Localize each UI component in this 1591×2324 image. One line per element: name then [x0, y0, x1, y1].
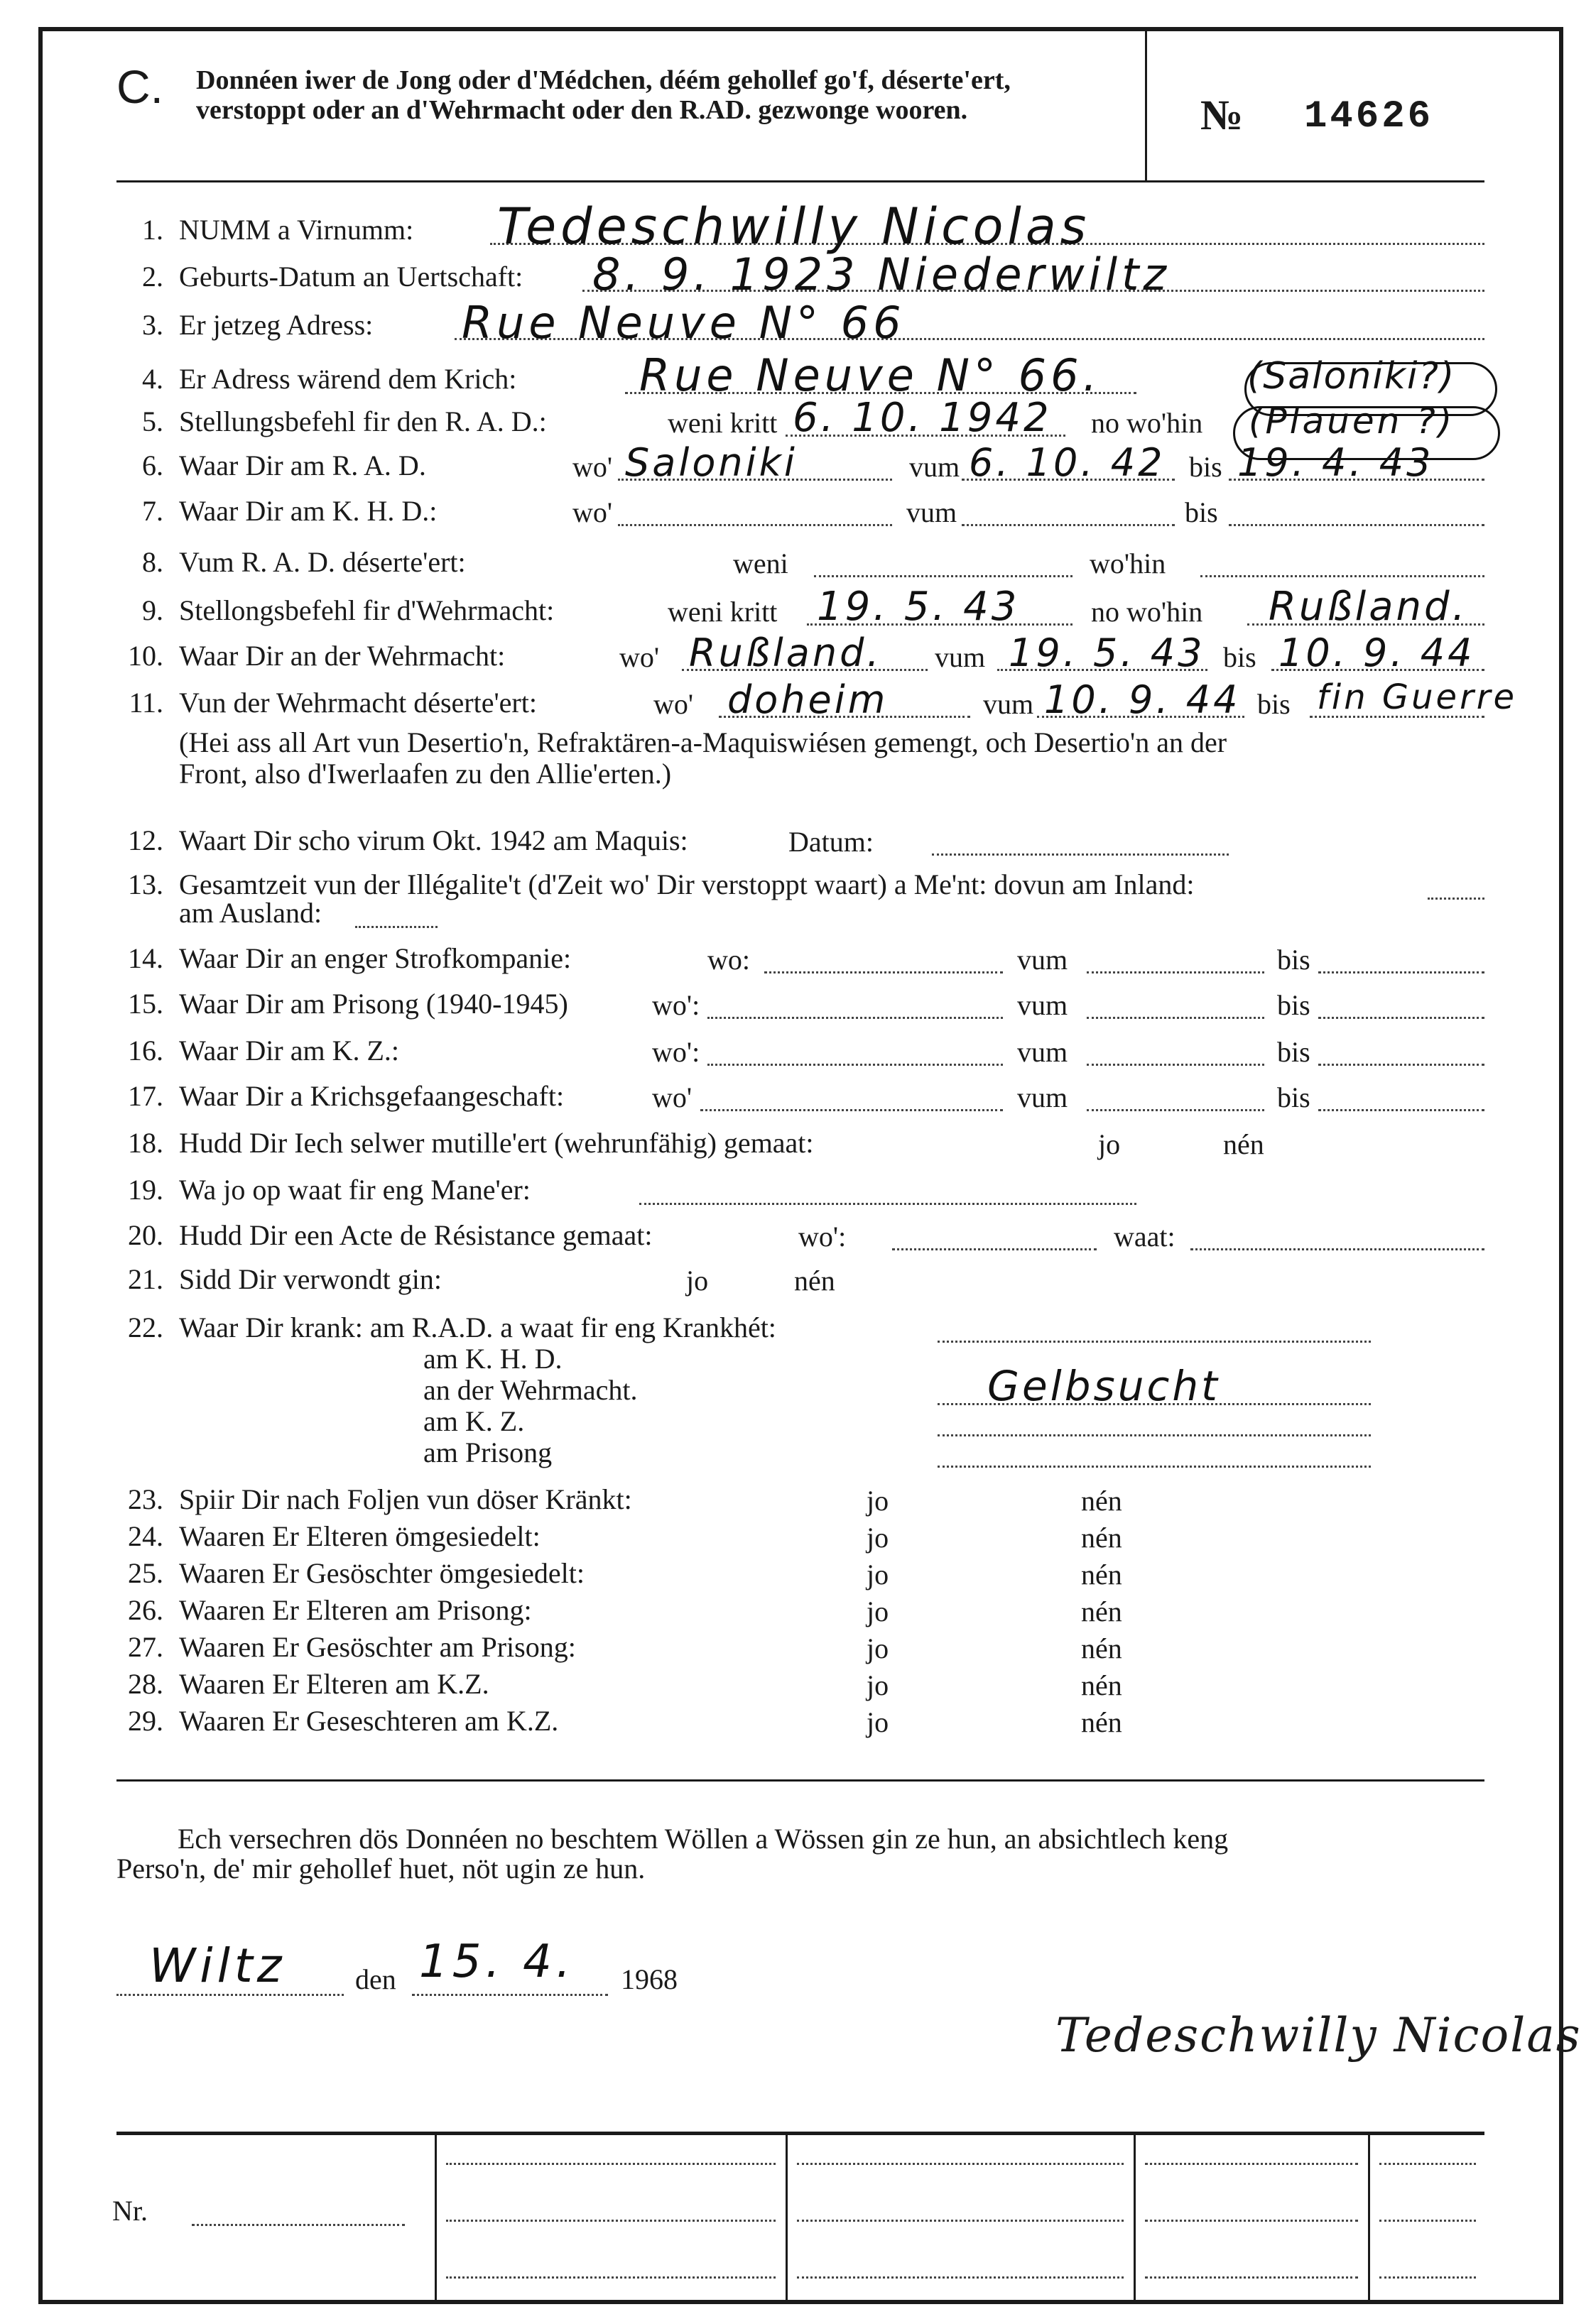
field-caption: nén	[1081, 1522, 1122, 1554]
field-dotted-line	[1318, 1109, 1484, 1111]
field-dotted-line	[1087, 971, 1264, 973]
item-number: 21.	[128, 1263, 163, 1295]
field-caption: bis	[1223, 641, 1256, 673]
item-number: 23.	[128, 1483, 163, 1515]
field-caption: no wo'hin	[1091, 596, 1203, 628]
field-caption: weni kritt	[668, 596, 778, 628]
field-dotted-line	[962, 524, 1175, 526]
item-label: am K. Z.	[423, 1405, 525, 1437]
item-number: 3.	[142, 309, 163, 341]
field-caption: nén	[1081, 1706, 1122, 1738]
footer-rule	[116, 2132, 1484, 2135]
item-label: Sidd Dir verwondt gin:	[179, 1263, 442, 1295]
declaration-rule	[116, 1779, 1484, 1782]
date-dots	[412, 1994, 608, 1996]
item-number: 6.	[142, 449, 163, 481]
header-rule	[116, 180, 1484, 182]
item-label: Waart Dir scho virum Okt. 1942 am Maquis:	[179, 824, 688, 856]
footer-dots	[1379, 2276, 1476, 2279]
field-dotted-line	[892, 1248, 1097, 1250]
item-number: 27.	[128, 1631, 163, 1663]
field-dotted-line	[764, 971, 1003, 973]
field-caption: jo	[686, 1265, 709, 1297]
item-label: an der Wehrmacht.	[423, 1374, 638, 1406]
field-caption: bis	[1277, 1036, 1310, 1068]
field-caption: bis	[1185, 496, 1218, 528]
item-label: am Prisong	[423, 1436, 553, 1468]
field-caption: weni kritt	[668, 407, 778, 439]
item-number: 25.	[128, 1557, 163, 1589]
section-letter: C.	[116, 60, 163, 113]
footer-col-2	[786, 2133, 788, 2301]
date-value: 15. 4.	[419, 1936, 575, 1988]
handwritten-value[interactable]: 19. 4. 43	[1237, 440, 1434, 485]
field-dotted-line	[1087, 1064, 1264, 1066]
item-number: 5.	[142, 405, 163, 437]
handwritten-value[interactable]: Gelbsucht	[987, 1362, 1220, 1410]
field-caption: wo'hin	[1090, 547, 1166, 579]
field-caption: jo	[1098, 1128, 1121, 1160]
field-dotted-line	[707, 1017, 1003, 1019]
item-number: 13.	[128, 868, 163, 900]
item-label: Waar Dir am Prisong (1940-1945)	[179, 988, 568, 1020]
item-label: Stellungsbefehl fir den R. A. D.:	[179, 405, 547, 437]
item-number: 26.	[128, 1594, 163, 1626]
field-dotted-line	[1200, 575, 1484, 577]
field-caption: vum	[909, 451, 960, 483]
field-dotted-line	[618, 524, 892, 526]
field-dotted-line	[1087, 1017, 1264, 1019]
handwritten-value[interactable]: 19. 5. 43	[817, 584, 1020, 630]
nr-label: Nr.	[112, 2195, 148, 2227]
handwritten-value[interactable]: Rußland.	[1269, 584, 1468, 630]
footer-col-4	[1368, 2133, 1370, 2301]
place-dots	[116, 1994, 344, 1996]
field-dotted-line	[1318, 1017, 1484, 1019]
item-label: Waaren Er Elteren ömgesiedelt:	[179, 1520, 541, 1552]
item-label: Waar Dir am R. A. D.	[179, 449, 426, 481]
field-dotted-line	[938, 1434, 1371, 1436]
item-number: 17.	[128, 1080, 163, 1112]
item-label: Vum R. A. D. déserte'ert:	[179, 546, 466, 578]
item-number: 12.	[128, 824, 163, 856]
field-caption: nén	[1081, 1559, 1122, 1591]
field-caption: bis	[1277, 1081, 1310, 1113]
nr-dots	[192, 2224, 405, 2226]
item-label: Spiir Dir nach Foljen vun döser Kränkt:	[179, 1483, 632, 1515]
item-label: Wa jo op waat fir eng Mane'er:	[179, 1174, 531, 1206]
item-label: Waar Dir an enger Strofkompanie:	[179, 942, 572, 974]
field-dotted-line	[932, 853, 1229, 856]
footer-col-3	[1134, 2133, 1136, 2301]
field-dotted-line	[1087, 1109, 1264, 1111]
field-caption: vum	[1017, 1036, 1068, 1068]
handwritten-value[interactable]: doheim	[727, 677, 889, 722]
field-caption: weni	[733, 547, 788, 579]
field-caption: vum	[1017, 989, 1068, 1021]
item-number: 15.	[128, 988, 163, 1020]
place-value: Wiltz	[149, 1938, 286, 1993]
item-number: 22.	[128, 1311, 163, 1343]
item-label: Er jetzeg Adress:	[179, 309, 374, 341]
footer-dots	[1145, 2163, 1358, 2165]
item-number: 2.	[142, 261, 163, 293]
handwritten-value[interactable]: 6. 10. 42	[969, 440, 1166, 485]
field-caption: wo'	[572, 451, 613, 483]
item-label: Waaren Er Gesöschter am Prisong:	[179, 1631, 576, 1663]
item-label: (Hei ass all Art vun Desertio'n, Refraktären-a-Maquiswiésen gemengt, och Desertio'n an der	[179, 726, 1227, 758]
item-number: 16.	[128, 1035, 163, 1066]
item-label: Waar Dir am K. Z.:	[179, 1035, 399, 1066]
field-caption: vum	[1017, 944, 1068, 976]
footer-dots	[446, 2276, 776, 2279]
handwritten-value[interactable]: Tedeschwilly Nicolas	[497, 197, 1091, 256]
item-label: Waar Dir an der Wehrmacht:	[179, 640, 506, 672]
field-dotted-line	[1190, 1248, 1484, 1250]
field-dotted-line	[707, 1064, 1003, 1066]
annotation-circle-plauen	[1233, 406, 1500, 460]
item-number: 1.	[142, 214, 163, 246]
field-caption: no wo'hin	[1091, 407, 1203, 439]
item-label: am Ausland:	[179, 897, 322, 929]
item-label: Waaren Er Elteren am Prisong:	[179, 1594, 532, 1626]
handwritten-value[interactable]: 8. 9. 1923 Niederwiltz	[592, 249, 1171, 300]
item-number: 20.	[128, 1219, 163, 1251]
handwritten-value[interactable]: 10. 9. 44	[1044, 677, 1241, 722]
footer-dots	[446, 2220, 776, 2222]
footer-dots	[1145, 2220, 1358, 2222]
item-label: Waar Dir a Krichsgefaangeschaft:	[179, 1080, 565, 1112]
item-label: Gesamtzeit vun der Illégalite't (d'Zeit wo' Dir verstoppt waart) a Me'nt: dovun am Inland:	[179, 868, 1195, 900]
item-label: Waaren Er Elteren am K.Z.	[179, 1668, 489, 1700]
field-caption: nén	[794, 1265, 835, 1297]
footer-dots	[797, 2220, 1124, 2222]
item-label: Front, also d'Iwerlaafen zu den Allie'erten.)	[179, 758, 672, 790]
handwritten-value[interactable]: Rue Neuve N° 66.	[639, 349, 1102, 401]
field-caption: bis	[1277, 989, 1310, 1021]
header-divider	[1145, 31, 1147, 180]
footer-dots	[797, 2163, 1124, 2165]
field-caption: wo'	[572, 496, 613, 528]
field-caption: vum	[1017, 1081, 1068, 1113]
handwritten-value[interactable]: 10. 9. 44	[1278, 631, 1475, 675]
field-caption: nén	[1081, 1669, 1122, 1701]
item-label: NUMM a Virnumm:	[179, 214, 414, 246]
item-number: 14.	[128, 942, 163, 974]
handwritten-value[interactable]: (Plauen ?)	[1249, 400, 1455, 442]
footer-dots	[1379, 2220, 1476, 2222]
field-caption: nén	[1081, 1485, 1122, 1517]
field-caption: nén	[1081, 1595, 1122, 1627]
field-dotted-line	[814, 575, 1073, 577]
field-caption: wo':	[652, 1036, 700, 1068]
field-dotted-line	[938, 1341, 1371, 1343]
field-caption: vum	[935, 641, 986, 673]
header-title: Donnéen iwer de Jong oder d'Médchen, déém gehollef go'f, déserte'ert, verstoppt oder an d'Wehrmacht oder den R.AD. gezwonge wooren.	[196, 65, 1011, 125]
form-number: 14626	[1304, 95, 1434, 138]
field-caption: vum	[906, 496, 957, 528]
handwritten-value[interactable]: 19. 5. 43	[1009, 631, 1205, 675]
item-label: am K. H. D.	[423, 1343, 563, 1375]
field-caption: Datum:	[788, 826, 874, 858]
item-number: 10.	[128, 640, 163, 672]
declaration-line-1: Ech versechren dös Donnéen no beschtem Wöllen a Wössen gin ze hun, an absichtlech keng	[178, 1823, 1229, 1855]
field-caption: wo'	[653, 688, 694, 720]
item-label: Stellongsbefehl fir d'Wehrmacht:	[179, 594, 555, 626]
field-caption: wo'	[619, 641, 660, 673]
field-dotted-line	[700, 1109, 1003, 1111]
item-number: 11.	[129, 687, 163, 719]
item-label: Geburts-Datum an Uertschaft:	[179, 261, 523, 293]
item-label: Vun der Wehrmacht déserte'ert:	[179, 687, 537, 719]
handwritten-value[interactable]: Saloniki	[625, 440, 798, 485]
item-number: 24.	[128, 1520, 163, 1552]
footer-dots	[446, 2163, 776, 2165]
footer-dots	[1145, 2276, 1358, 2279]
footer-dots	[1379, 2163, 1476, 2165]
field-dotted-line	[938, 1466, 1371, 1468]
field-caption: jo	[867, 1522, 889, 1554]
item-number: 4.	[142, 363, 163, 395]
field-dotted-line	[1428, 898, 1484, 900]
field-caption: bis	[1189, 451, 1222, 483]
field-caption: jo	[867, 1559, 889, 1591]
footer-dots	[797, 2276, 1124, 2279]
item-number: 7.	[142, 495, 163, 527]
declaration-line-2: Perso'n, de' mir gehollef huet, nöt ugin ze hun.	[116, 1853, 646, 1884]
field-caption: wo':	[652, 989, 700, 1021]
footer-col-1	[435, 2133, 437, 2301]
field-caption: jo	[867, 1706, 889, 1738]
field-dotted-line	[1318, 1064, 1484, 1066]
field-caption: nén	[1223, 1128, 1264, 1160]
year-label: 1968	[621, 1963, 678, 1995]
number-sign: №	[1200, 92, 1244, 138]
item-number: 18.	[128, 1127, 163, 1159]
item-number: 19.	[128, 1174, 163, 1206]
handwritten-value[interactable]: fin Guerre	[1317, 677, 1518, 717]
item-number: 9.	[142, 594, 163, 626]
signature: Tedeschwilly Nicolas	[1055, 2008, 1582, 2063]
field-caption: bis	[1257, 688, 1291, 720]
field-caption: jo	[867, 1632, 889, 1664]
handwritten-value[interactable]: Rue Neuve N° 66	[462, 297, 906, 349]
field-caption: jo	[867, 1485, 889, 1517]
field-caption: jo	[867, 1595, 889, 1627]
item-label: Waaren Er Gesöschter ömgesiedelt:	[179, 1557, 585, 1589]
item-label: Waaren Er Geseschteren am K.Z.	[179, 1705, 559, 1737]
field-caption: wo'	[652, 1081, 693, 1113]
item-label: Waar Dir am K. H. D.:	[179, 495, 438, 527]
field-dotted-line	[1229, 524, 1484, 526]
item-label: Waar Dir krank: am R.A.D. a waat fir eng Krankhét:	[179, 1311, 776, 1343]
handwritten-value[interactable]: 6. 10. 1942	[793, 395, 1052, 441]
handwritten-note: (Saloniki?)	[1247, 355, 1456, 398]
item-number: 29.	[128, 1705, 163, 1737]
field-caption: wo':	[798, 1221, 847, 1253]
field-dotted-line	[1318, 971, 1484, 973]
field-dotted-line	[639, 1203, 1136, 1205]
field-caption: waat:	[1114, 1221, 1175, 1253]
item-label: Hudd Dir een Acte de Résistance gemaat:	[179, 1219, 653, 1251]
handwritten-value[interactable]: Rußland.	[689, 631, 882, 675]
item-label: Hudd Dir Iech selwer mutille'ert (wehrunfähig) gemaat:	[179, 1127, 814, 1159]
field-caption: nén	[1081, 1632, 1122, 1664]
field-caption: jo	[867, 1669, 889, 1701]
field-caption: wo:	[707, 944, 750, 976]
item-label: Er Adress wärend dem Krich:	[179, 363, 517, 395]
item-number: 8.	[142, 546, 163, 578]
field-caption: vum	[983, 688, 1034, 720]
field-caption: bis	[1277, 944, 1310, 976]
field-dotted-line	[355, 926, 438, 928]
den-label: den	[355, 1963, 396, 1995]
item-number: 28.	[128, 1668, 163, 1700]
